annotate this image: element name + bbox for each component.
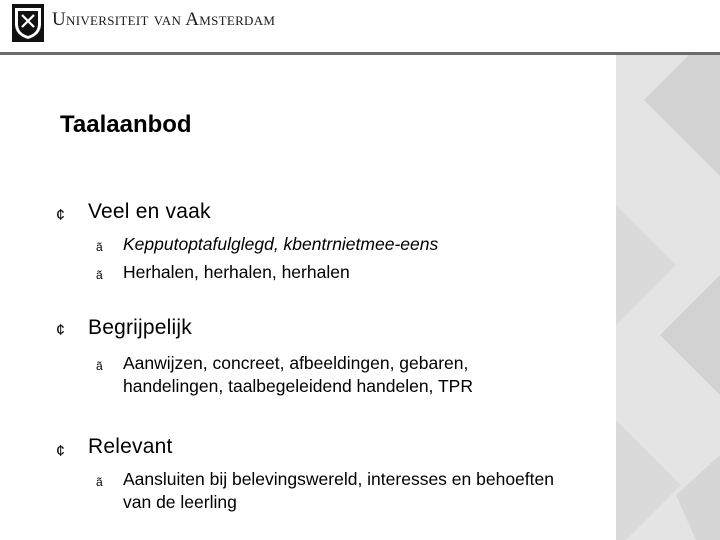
bullet-relevant: Relevant [88, 435, 173, 458]
subbullet-herhalen: Herhalen, herhalen, herhalen [123, 262, 350, 282]
subbullet-aansluiten-line1: Aansluiten bij belevingswereld, interesses en behoeften [123, 469, 554, 489]
slide-title: Taalaanbod [60, 111, 192, 138]
decorative-panel [616, 55, 720, 540]
subbullet-marker: ã [96, 268, 103, 282]
uva-logo [12, 4, 44, 42]
subbullet-aansluiten-line2: van de leerling [123, 492, 237, 512]
subbullet-marker: ã [96, 475, 103, 489]
subbullet-aanwijzen-line1: Aanwijzen, concreet, afbeeldingen, gebaren, [123, 353, 469, 373]
subbullet-marker: ã [96, 240, 103, 254]
bullet-marker: ¢ [56, 207, 65, 224]
bullet-marker: ¢ [56, 443, 65, 460]
bullet-marker: ¢ [56, 322, 65, 339]
bullet-begrijpelijk: Begrijpelijk [88, 316, 192, 339]
bullet-veel-en-vaak: Veel en vaak [88, 200, 211, 223]
university-name: Universiteit van Amsterdam [52, 9, 276, 30]
subbullet-marker: ã [96, 359, 103, 373]
header-rule [0, 52, 720, 55]
subbullet-aanwijzen-line2: handelingen, taalbegeleidend handelen, TPR [123, 376, 473, 396]
subbullet-kepputoptafulglegd: Kepputoptafulglegd, kbentrnietmee-eens [123, 234, 439, 254]
header [0, 0, 720, 52]
